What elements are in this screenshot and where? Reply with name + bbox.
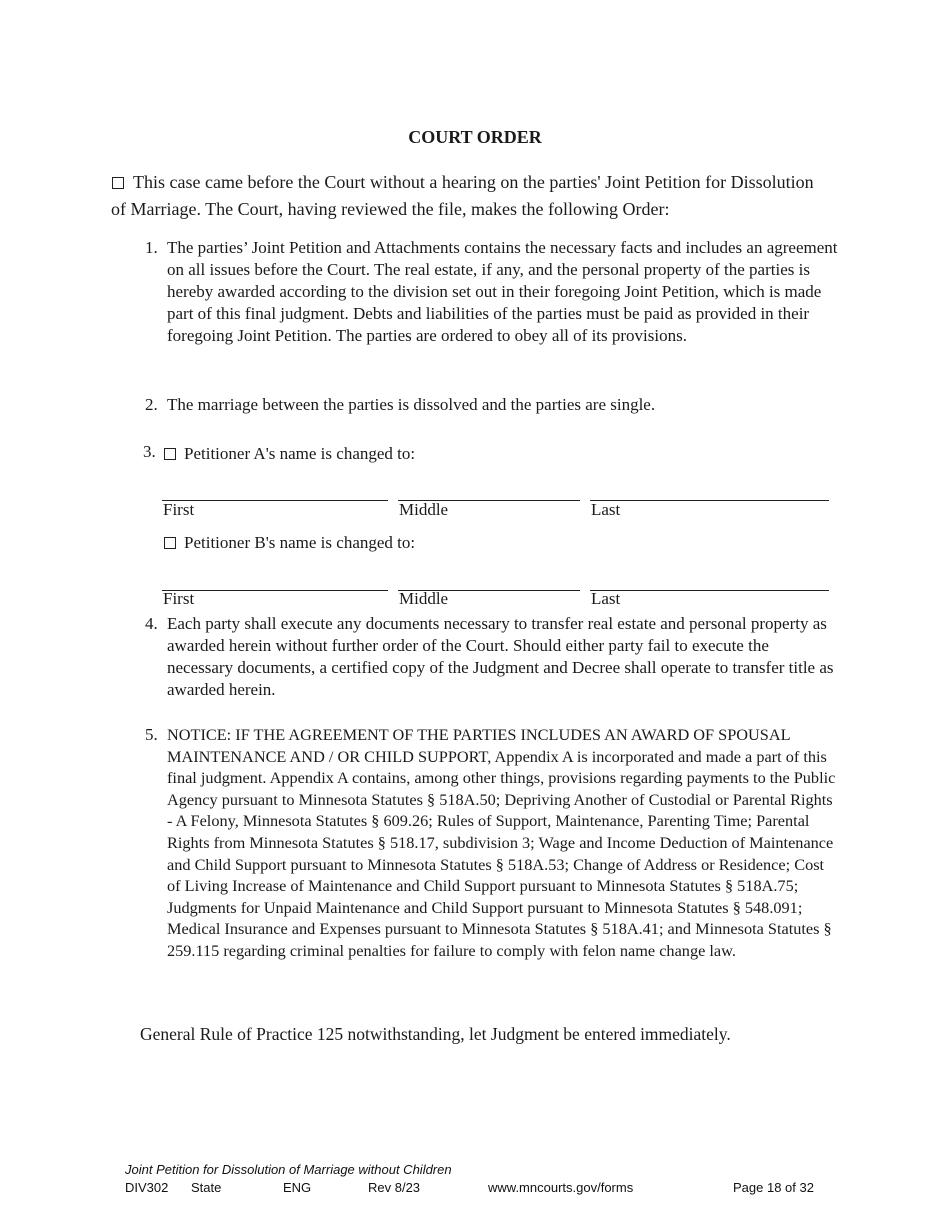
item-3-number: 3. [143, 442, 156, 461]
petitioner-a-last-label: Last [591, 500, 621, 519]
footer-jurisdiction: State [191, 1180, 222, 1195]
closing-statement: General Rule of Practice 125 notwithstanding, let Judgment be entered immediately. [140, 1024, 731, 1044]
petitioner-b-label: Petitioner B's name is changed to: [184, 533, 416, 552]
footer-form-title: Joint Petition for Dissolution of Marriage without Children [125, 1162, 452, 1177]
petitioner-a-middle-label: Middle [399, 500, 449, 519]
petitioner-b-first-label: First [163, 589, 195, 608]
page-title: COURT ORDER [408, 127, 542, 147]
petitioner-b-checkbox[interactable] [164, 537, 176, 549]
petitioner-b-first-line[interactable] [162, 590, 388, 591]
petitioner-a-last-line[interactable] [590, 500, 829, 501]
footer-form-id: DIV302 [125, 1180, 169, 1195]
footer-page-number: Page 18 of 32 [733, 1180, 814, 1195]
footer-language: ENG [283, 1180, 312, 1195]
intro-paragraph [111, 169, 831, 223]
petitioner-a-first-line[interactable] [162, 500, 388, 501]
petitioner-b-row [164, 532, 415, 554]
item-4-number: 4. [145, 614, 158, 633]
footer-url[interactable]: www.mncourts.gov/forms [488, 1180, 634, 1195]
footer-revision: Rev 8/23 [368, 1180, 421, 1195]
intro-text: This case came before the Court without a hearing on the parties' Joint Petition for Dissolution of Marriage. The Court, having reviewed the file, makes the following Order: [111, 172, 814, 219]
item-4-text: Each party shall execute any documents necessary to transfer real estate and personal property as awarded herein without further order of the Court. Should either party fail to execute the necessary documents, a certified copy of the Judgment and Decree shall operate to transfer title as awarded herein. [167, 614, 834, 699]
item-2-text: The marriage between the parties is dissolved and the parties are single. [167, 395, 656, 414]
petitioner-b-middle-label: Middle [399, 589, 449, 608]
petitioner-a-first-label: First [163, 500, 195, 519]
item-5-number: 5. [145, 725, 158, 744]
petitioner-b-last-line[interactable] [590, 590, 829, 591]
petitioner-a-row [164, 443, 415, 465]
petitioner-b-last-label: Last [591, 589, 621, 608]
item-1-text: The parties’ Joint Petition and Attachments contains the necessary facts and includes an agreement on all issues before the Court. The real estate, if any, and the personal property of the parties is hereby awarded according to the division set out in their foregoing Joint Petition, which is made part of this final judgment. Debts and liabilities of the parties must be paid as provided in their foregoing Joint Petition. The parties are ordered to obey all of its provisions. [167, 238, 838, 345]
petitioner-a-checkbox[interactable] [164, 448, 176, 460]
petitioner-a-label: Petitioner A's name is changed to: [184, 444, 416, 463]
item-1-number: 1. [145, 238, 158, 257]
item-2-number: 2. [145, 395, 158, 414]
hearing-checkbox[interactable] [112, 177, 124, 189]
item-5-text: NOTICE: IF THE AGREEMENT OF THE PARTIES INCLUDES AN AWARD OF SPOUSAL MAINTENANCE AND / OR CHILD SUPPORT, Appendix A is incorporated and made a part of this final judgment. Appendix A contains, among other things, provisions regarding payments to the Public Agency pursuant to Minnesota Statutes § 518A.50; Depriving Another of Custodial or Parental Rights - A Felony, Minnesota Statutes § 609.26; Rules of Support, Maintenance, Parenting Time; Parental Rights from Minnesota Statutes § 518.17, subdivision 3; Wage and Income Deduction of Maintenance and Child Support pursuant to Minnesota Statutes § 518A.53; Change of Address or Residence; Cost of Living Increase of Maintenance and Child Support pursuant to Minnesota Statutes § 518A.75; Judgments for Unpaid Maintenance and Child Support pursuant to Minnesota Statutes § 548.091; Medical Insurance and Expenses pursuant to Minnesota Statutes § 518A.41; and Minnesota Statutes § 259.115 regarding criminal penalties for failure to comply with felon name change law. [167, 725, 836, 960]
